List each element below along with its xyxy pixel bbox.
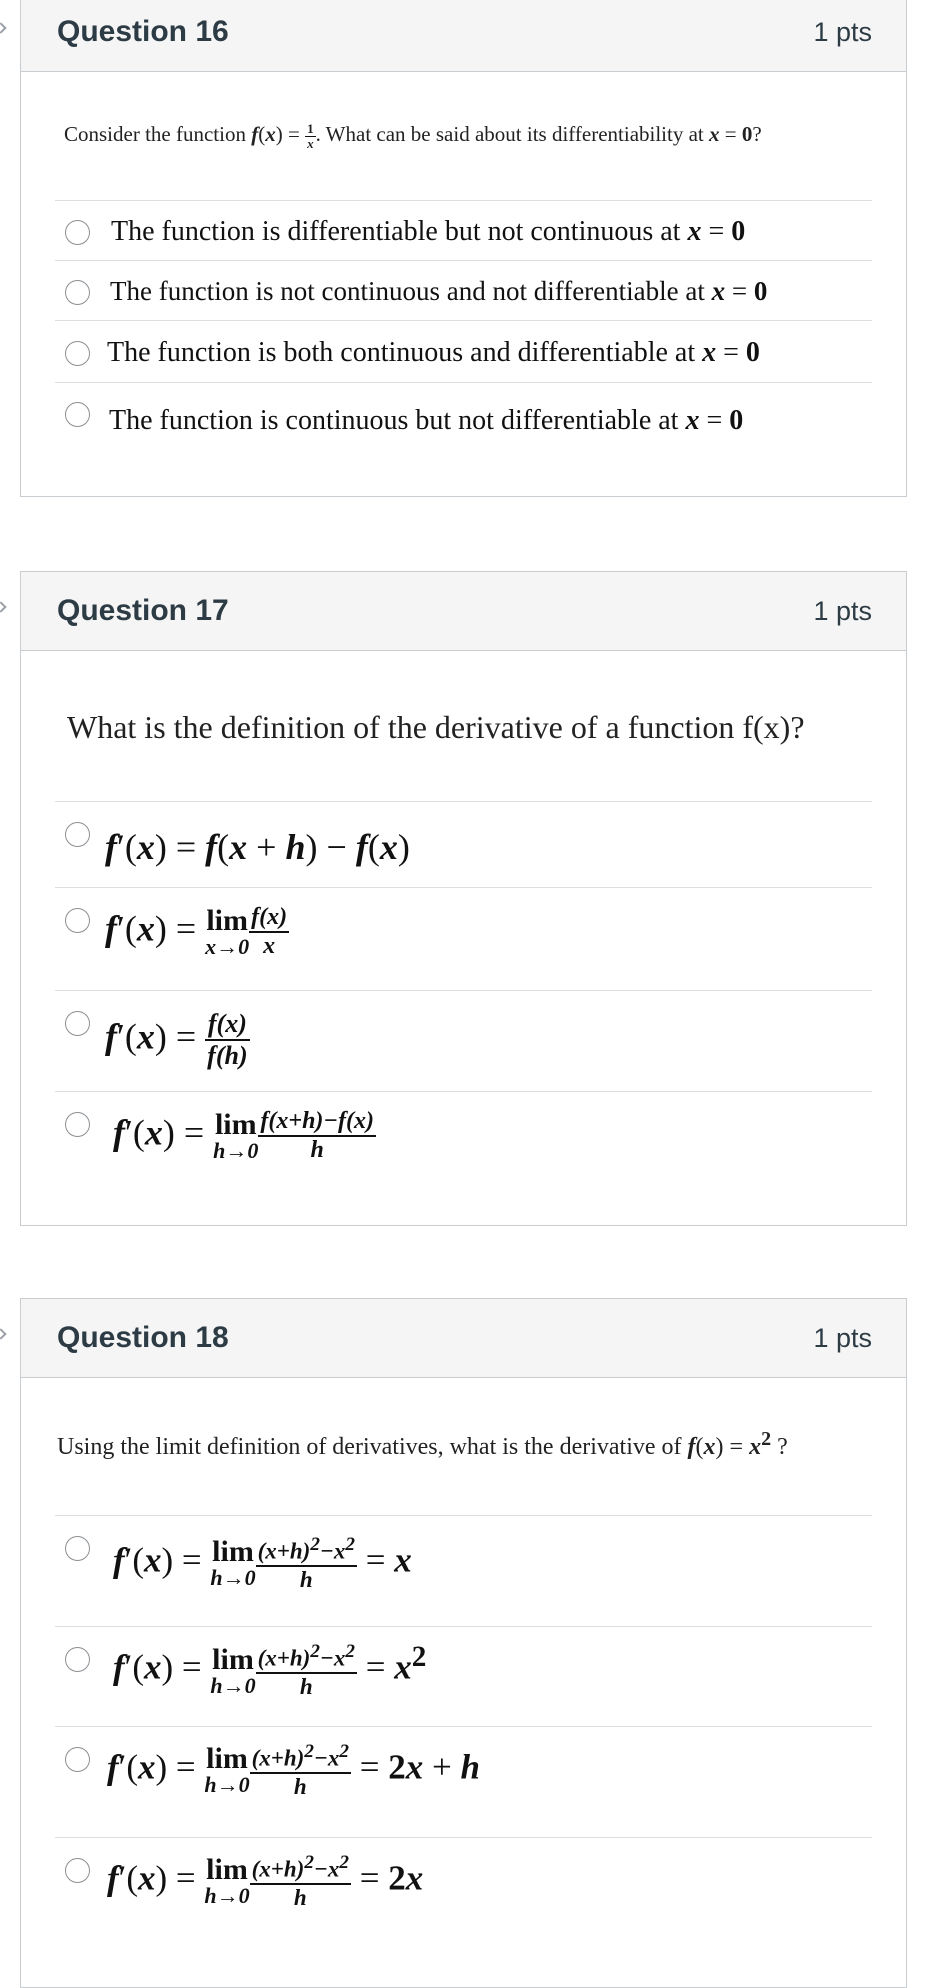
radio-button[interactable] (65, 1858, 90, 1883)
radio-button[interactable] (65, 280, 90, 305)
chevron-right-icon (0, 1328, 7, 1339)
question-points: 1 pts (813, 16, 872, 47)
radio-button[interactable] (65, 1112, 90, 1137)
answer-text: The function is continuous but not differentiable at x = 0 (109, 405, 744, 436)
radio-button[interactable] (65, 822, 90, 847)
radio-button[interactable] (65, 1747, 90, 1772)
answer-formula: f′(x) = lim h→0 $\frac{(x+h)^2-x^2}{h}$ = x (113, 1534, 412, 1592)
radio-button[interactable] (65, 1536, 90, 1561)
answer-option[interactable] (55, 320, 872, 382)
answer-option[interactable] (55, 382, 872, 452)
answer-option[interactable] (55, 1091, 872, 1211)
radio-button[interactable] (65, 1647, 90, 1672)
prompt-text: Using the limit definition of derivatives, what is the derivative of (57, 1434, 682, 1460)
answer-option[interactable] (55, 1726, 872, 1837)
answer-formula: f′(x) = lim x→0 $\frac{f(x)}{x}$ (105, 904, 288, 959)
radio-button[interactable] (65, 220, 90, 245)
answer-option[interactable] (55, 801, 872, 887)
answer-option[interactable] (55, 990, 872, 1091)
question-18 (20, 1298, 907, 1988)
answer-formula: f′(x) = $\frac{f(x)}{f(h)}$ (105, 1009, 248, 1070)
answer-formula: f′(x) = f(x + h) − f(x) (105, 827, 410, 867)
prompt-text-2: . What can be said about its differentiability at (315, 122, 704, 146)
answer-formula: f′(x) = lim h→0 $\frac{f(x+h)-f(x)}{h}$ (113, 1108, 374, 1163)
answer-formula: f′(x) = lim h→0 $\frac{(x+h)^2-x^2}{h}$ = 2x (107, 1852, 424, 1910)
question-header (21, 1299, 906, 1378)
answer-option[interactable] (55, 1626, 872, 1726)
answer-formula: f′(x) = lim h→0 $\frac{(x+h)^2-x^2}{h}$ = 2x + h (107, 1741, 480, 1799)
chevron-right-icon (0, 22, 7, 33)
question-prompt: Consider the function f(x) = $\frac{1}{x}$ . What can be said about its differentiability at x = 0? (64, 121, 762, 151)
question-header (21, 572, 906, 651)
answer-option[interactable] (55, 887, 872, 990)
question-16 (20, 0, 907, 497)
radio-button[interactable] (65, 341, 90, 366)
answer-option[interactable] (55, 200, 872, 260)
radio-button[interactable] (65, 402, 90, 427)
question-prompt: What is the definition of the derivative of a function f(x)? (67, 709, 805, 745)
prompt-text: Consider the function (64, 122, 246, 146)
question-header (21, 0, 906, 72)
answer-formula: f′(x) = lim h→0 $\frac{(x+h)^2-x^2}{h}$ = $x^2$ (113, 1641, 427, 1699)
answer-option[interactable] (55, 1515, 872, 1626)
answer-option[interactable] (55, 1837, 872, 1957)
answer-text: The function is both continuous and differentiable at x = 0 (107, 337, 760, 368)
question-points: 1 pts (813, 1322, 872, 1353)
question-title: Question 18 (57, 1321, 229, 1354)
answer-option[interactable] (55, 260, 872, 320)
question-points: 1 pts (813, 595, 872, 626)
radio-button[interactable] (65, 1011, 90, 1036)
question-17 (20, 571, 907, 1226)
chevron-right-icon (0, 601, 7, 612)
question-prompt: Using the limit definition of derivatives, what is the derivative of $f(x) = x^2$ ? (57, 1428, 788, 1460)
question-title: Question 16 (57, 15, 229, 48)
answer-text: The function is not continuous and not differentiable at x = 0 (110, 276, 768, 306)
question-title: Question 17 (57, 594, 229, 627)
radio-button[interactable] (65, 908, 90, 933)
answer-text: The function is differentiable but not continuous at x = 0 (111, 216, 746, 247)
